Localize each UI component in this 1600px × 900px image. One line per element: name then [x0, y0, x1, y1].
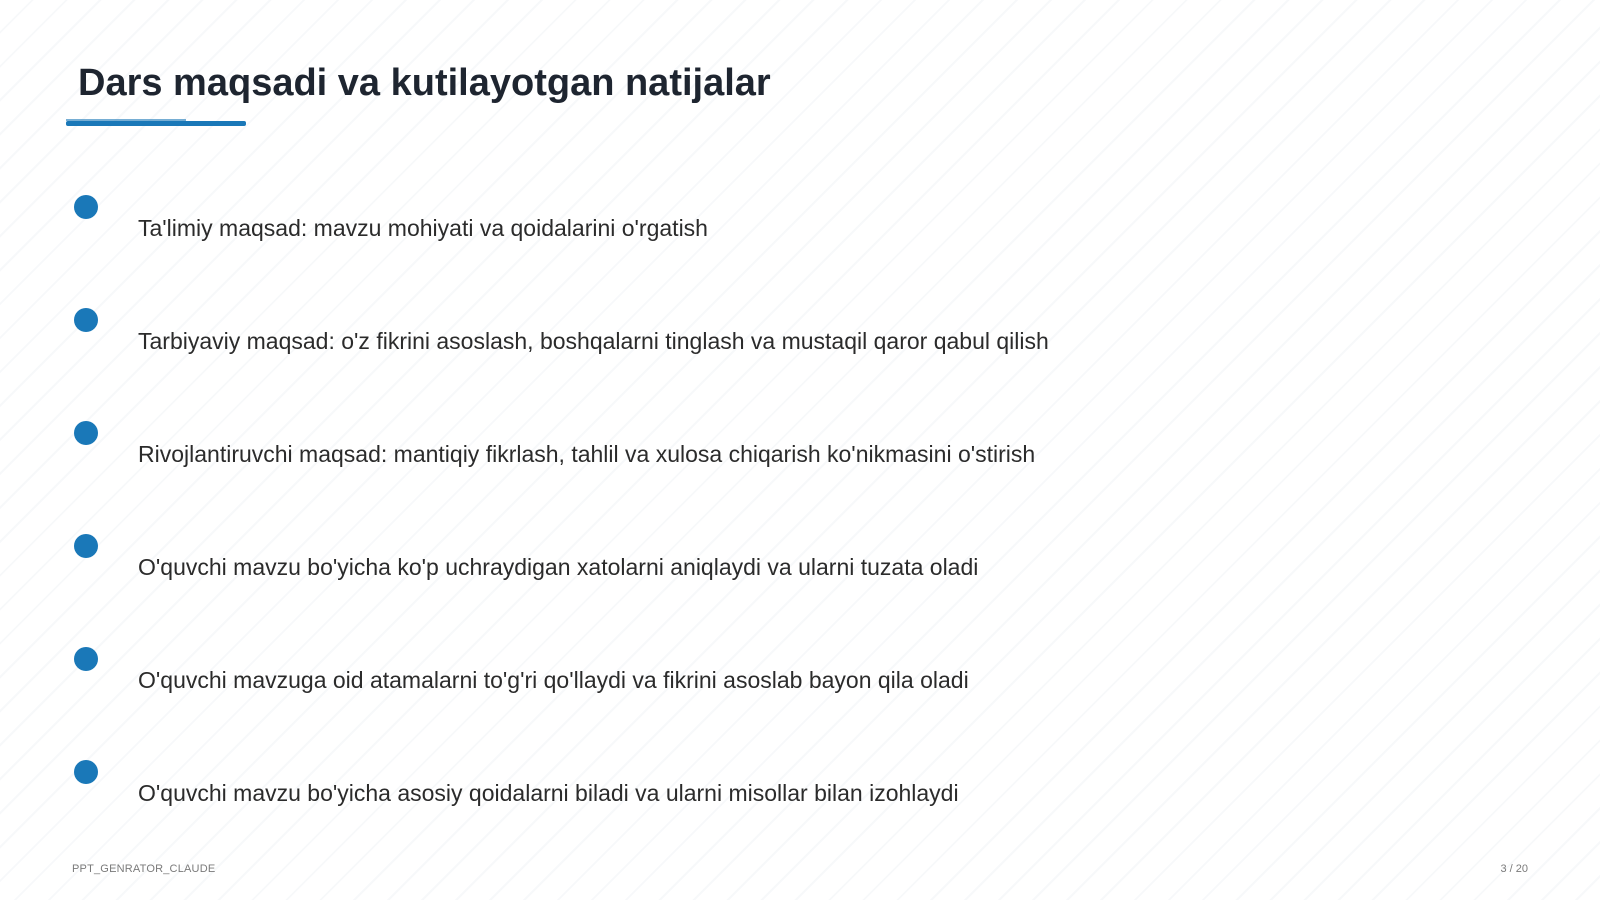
bullet-dot-icon [74, 647, 98, 671]
bullet-text: O'quvchi mavzuga oid atamalarni to'g'ri qo'llaydi va fikrini asoslab bayon qila oladi [138, 667, 969, 693]
list-item [0, 760, 1500, 820]
bullet-text: O'quvchi mavzu bo'yicha ko'p uchraydigan xatolarni aniqlaydi va ularni tuzata oladi [138, 554, 979, 580]
bullet-dot-icon [74, 308, 98, 332]
bullet-dot-icon [74, 534, 98, 558]
bullet-dot-icon [74, 760, 98, 784]
bullet-text: O'quvchi mavzu bo'yicha asosiy qoidalarni biladi va ularni misollar bilan izohlaydi [138, 780, 959, 806]
bullet-dot-icon [74, 421, 98, 445]
list-item [0, 534, 1500, 594]
page-number: 3 / 20 [1500, 863, 1528, 875]
list-item [0, 647, 1500, 707]
footer-brand: PPT_GENRATOR_CLAUDE [72, 863, 216, 875]
bullet-text: Tarbiyaviy maqsad: o'z fikrini asoslash, boshqalarni tinglash va mustaqil qaror qabul qilish [138, 328, 1049, 354]
bullet-dot-icon [74, 195, 98, 219]
list-item [0, 421, 1500, 481]
list-item [0, 308, 1500, 368]
bullet-text: Rivojlantiruvchi maqsad: mantiqiy fikrlash, tahlil va xulosa chiqarish ko'nikmasini o'stirish [138, 441, 1036, 467]
bullet-text: Ta'limiy maqsad: mavzu mohiyati va qoidalarini o'rgatish [138, 215, 708, 241]
slide-title: Dars maqsadi va kutilayotgan natijalar [78, 62, 771, 104]
list-item [0, 195, 1500, 255]
